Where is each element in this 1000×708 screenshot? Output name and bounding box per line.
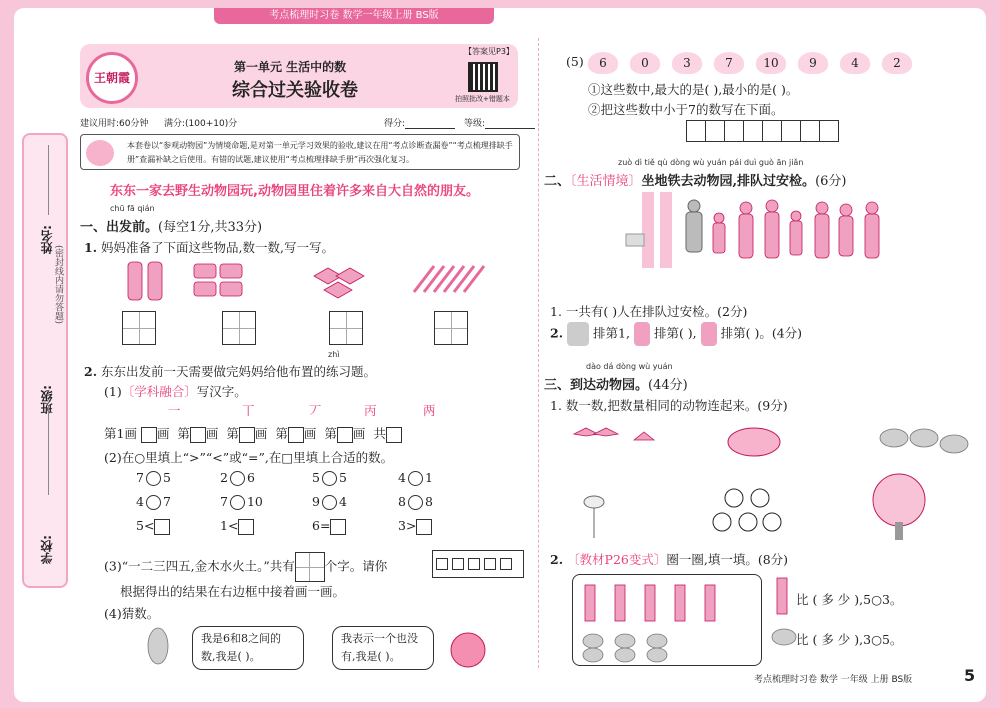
- grade-field[interactable]: [464, 116, 535, 129]
- giraffe-icon: [772, 576, 792, 616]
- page-number: 5: [964, 666, 976, 685]
- compare-row-1d: 4 1: [398, 470, 433, 485]
- s3-q1: 1. 数一数,把数量相同的动物连起来。(9分): [550, 398, 788, 413]
- stroke-input[interactable]: [288, 427, 304, 443]
- s3-title: 三、到达动物园。(44分): [544, 378, 688, 393]
- compare-row-1c: 5 5: [312, 470, 347, 485]
- animals-matching-illustration: [564, 414, 984, 544]
- stroke-2: 丅: [242, 403, 255, 418]
- tree-birds-icon: [873, 474, 925, 540]
- seal-note: (密封线内请勿答题): [53, 245, 63, 325]
- unit-title: 第一单元 生活中的数: [234, 60, 347, 74]
- name-label: 姓名:: [40, 225, 54, 254]
- answer-reference: 【答案见P3】: [464, 47, 514, 56]
- q5-line2: ②把这些数中小于7的数写在下面。: [588, 102, 784, 117]
- publisher-logo: 王朝霞: [86, 52, 138, 104]
- heart-number: 2: [882, 52, 912, 74]
- stroke-4: 丙: [364, 403, 377, 418]
- score-field[interactable]: [384, 116, 455, 129]
- tomato-icon: [446, 626, 490, 670]
- footer-text: 考点梳理时习卷 数学 一年级 上册 BS版: [754, 675, 913, 685]
- s2-q2: 2. 排第1, 排第( ), 排第( )。(4分): [550, 322, 802, 346]
- s1-title: 一、出发前。(每空1分,共33分): [80, 220, 263, 235]
- birds-icon: [574, 428, 654, 440]
- answer-box-tissues[interactable]: [222, 311, 256, 345]
- q2-1-text: (1)〔学科融合〕写汉字。: [104, 384, 247, 399]
- q1-items-illustration: [114, 256, 574, 306]
- girl-mascot-icon: [86, 140, 114, 166]
- class-label: 班级:: [40, 385, 54, 414]
- stroke-5: 两: [423, 403, 436, 418]
- heart-number: 0: [630, 52, 660, 74]
- stroke-1: 一: [168, 403, 181, 418]
- test-title: 综合过关验收卷: [232, 80, 358, 101]
- time-info: 建议用时:60分钟: [80, 119, 149, 129]
- qr-code-icon[interactable]: [468, 62, 498, 92]
- top-band: 考点梳理时习卷 数学一年级上册 BS版: [214, 8, 494, 24]
- compare-row-2a: 4 7: [136, 494, 171, 509]
- column-divider: [538, 38, 539, 668]
- answer-cells[interactable]: [686, 120, 838, 142]
- q2-line1: 比 ( 多 少 ),5○3。: [796, 592, 903, 607]
- compare-row-2d: 8 8: [398, 494, 433, 509]
- heart-number: 9: [798, 52, 828, 74]
- security-line-illustration: [624, 188, 884, 272]
- char-count-input[interactable]: [295, 552, 325, 582]
- fill-row-b: 1<: [220, 518, 254, 535]
- giraffe-elephant-box[interactable]: [572, 574, 762, 666]
- grandma-icon: [567, 322, 589, 346]
- class-line: [48, 405, 49, 495]
- zebras-icon: [880, 429, 968, 453]
- binding-sidebar: [22, 133, 68, 588]
- compare-row-1a: 7 5: [136, 470, 171, 485]
- fill-row-d: 3>: [398, 518, 432, 535]
- drawing-box[interactable]: [432, 550, 524, 578]
- q5-line1: ①这些数中,最大的是( ),最小的是( )。: [588, 82, 799, 97]
- fill-row-c: 6=: [312, 518, 346, 535]
- girl-icon: [634, 322, 650, 346]
- s3-pinyin: dào dá dòng wù yuán: [586, 362, 673, 371]
- s3-q2: 2. 〔教材P26变式〕圈一圈,填一填。(8分): [550, 552, 789, 567]
- story-text: 东东一家去野生动物园玩,动物园里住着许多来自大自然的朋友。: [110, 184, 479, 199]
- stroke-3: 丆: [309, 403, 322, 418]
- tissue-pack-icon: [194, 264, 242, 296]
- heart-number: 6: [588, 52, 618, 74]
- stroke-input[interactable]: [337, 427, 353, 443]
- name-line: [48, 145, 49, 215]
- q2-2-text: (2)在○里填上“>”“<”或“=”,在□里填上合适的数。: [104, 450, 394, 465]
- pandas-icon: [713, 489, 781, 531]
- stroke-count-row: 第1画 画 第 画 第 画 第 画 第 画 共: [104, 424, 402, 443]
- compare-row-2c: 9 4: [312, 494, 347, 509]
- q1-text: 1. 妈妈准备了下面这些物品,数一数,写一写。: [84, 240, 334, 255]
- heart-number: 4: [840, 52, 870, 74]
- bread-icon: [314, 268, 364, 298]
- score-info: 满分:(100+10)分: [164, 119, 238, 129]
- water-bottle-icon: [128, 262, 162, 300]
- stroke-input[interactable]: [190, 427, 206, 443]
- boy-icon: [701, 322, 717, 346]
- q2-text: 2. 东东出发前一天需要做完妈妈给他布置的练习题。: [84, 364, 377, 379]
- intro-text: 本套卷以“参观动物园”为情境命题,是对第一单元学习效果的验收,建议在用“考点诊断查漏卷”“考点梳理排缺手册”查漏补缺之后使用。有错的试题,建议使用“考点梳理排缺手册”再次强化复习。: [127, 141, 513, 164]
- elephant-icon: [770, 626, 798, 648]
- qr-caption: 拍照批改+错题本: [455, 95, 510, 103]
- fill-row-a: 5<: [136, 518, 170, 535]
- q2-3-text: (3)“一二三四五,金木水火土。”共有 个字。请你: [104, 552, 387, 582]
- stroke-input[interactable]: [141, 427, 157, 443]
- compare-row-1b: 2 6: [220, 470, 255, 485]
- heart-number: 3: [672, 52, 702, 74]
- heart-number: 7: [714, 52, 744, 74]
- crane-icon: [584, 496, 604, 538]
- q2-4-text: (4)猜数。: [104, 606, 160, 621]
- guess-bubble-2[interactable]: 我表示一个也没有,我是( )。: [332, 626, 434, 670]
- s2-pinyin: zuò dì tiě qù dòng wù yuán pái duì guò ān jiǎn: [618, 158, 804, 167]
- q2-3-text3: 根据得出的结果在右边框中接着画一画。: [120, 584, 346, 599]
- q2-line2: 比 ( 多 少 ),3○5。: [796, 632, 903, 647]
- school-label: 学校:: [40, 535, 54, 564]
- q5-label: (5): [566, 54, 584, 69]
- answer-box-bread[interactable]: [329, 311, 363, 345]
- worksheet-page: [14, 8, 986, 702]
- intro-box: [80, 134, 520, 170]
- stroke-input[interactable]: [239, 427, 255, 443]
- s1-pinyin: chū fā qián: [110, 204, 155, 213]
- stroke-input[interactable]: [386, 427, 402, 443]
- giraffes-elephants-icon: [573, 575, 761, 665]
- straws-icon: [414, 266, 484, 292]
- s2-q1: 1. 一共有( )人在排队过安检。(2分): [550, 304, 748, 319]
- tiger-icon: [728, 428, 780, 456]
- s2-title: 二、〔生活情境〕坐地铁去动物园,排队过安检。(6分): [544, 174, 847, 189]
- score-label: 得分:: [384, 119, 406, 129]
- guess-bubble-1[interactable]: 我是6和8之间的数,我是( )。: [192, 626, 304, 670]
- answer-box-bottles[interactable]: [122, 311, 156, 345]
- cucumber-icon: [138, 622, 178, 666]
- grade-label: 等级:: [464, 119, 486, 129]
- q2-pinyin: zhì: [328, 350, 340, 359]
- compare-row-2b: 7 10: [220, 494, 263, 509]
- heart-number: 10: [756, 52, 786, 74]
- answer-box-straws[interactable]: [434, 311, 468, 345]
